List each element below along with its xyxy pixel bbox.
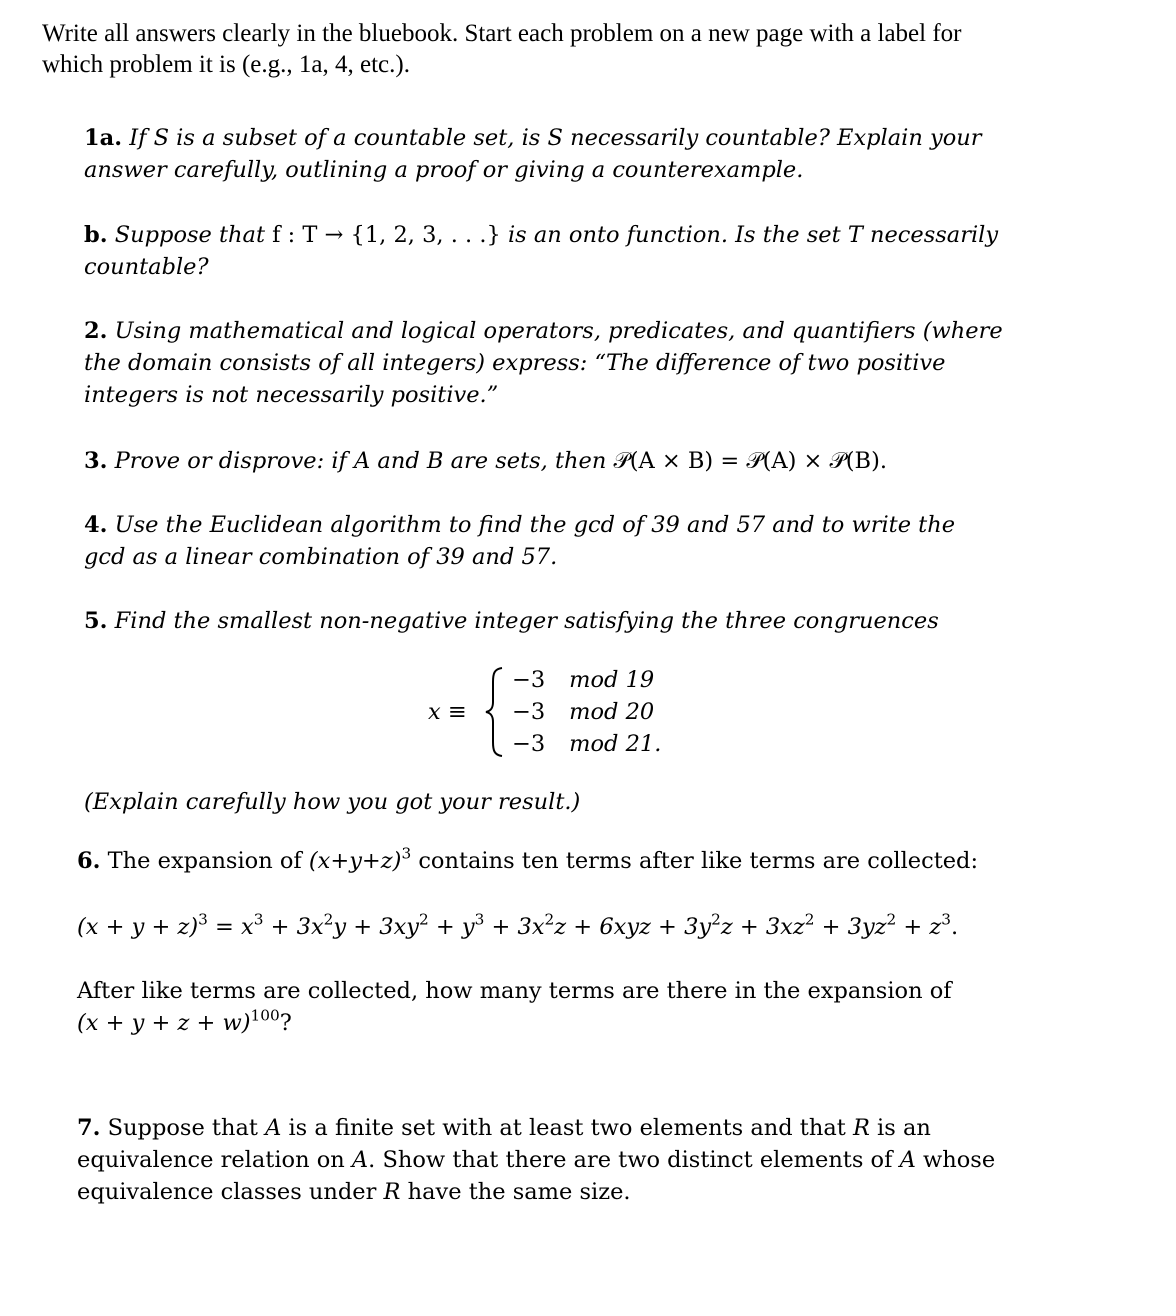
problem-6-question-line-1: After like terms are collected, how many terms are there in the expansion of bbox=[77, 978, 952, 1004]
congruence-row: −3 mod 19 bbox=[512, 667, 655, 693]
problem-7-line-3: equivalence classes under R have the same size. bbox=[77, 1179, 631, 1205]
congruence-lhs: x ≡ bbox=[428, 699, 467, 725]
problem-label: 1a. bbox=[84, 125, 123, 151]
problem-5: 5. Find the smallest non-negative integer satisfying the three congruences bbox=[84, 608, 939, 634]
problem-2-line-2: the domain consists of all integers) express: “The difference of two positive bbox=[84, 350, 946, 376]
problem-label: 2. bbox=[84, 318, 108, 344]
problem-label: 7. bbox=[77, 1115, 101, 1141]
congruence-row: −3 mod 21. bbox=[512, 731, 662, 757]
problem-3: 3. Prove or disprove: if A and B are sets, then 𝒫(A × B) = 𝒫(A) × 𝒫(B). bbox=[84, 448, 888, 474]
problem-1a-line-2: answer carefully, outlining a proof or giving a counterexample. bbox=[84, 157, 804, 183]
problem-1b-line-1: b. Suppose that f : T → {1, 2, 3, . . .} is an onto function. Is the set T necessarily bbox=[84, 222, 999, 248]
congruence-rows bbox=[512, 664, 661, 760]
congruence-row: −3 mod 20 bbox=[512, 699, 655, 725]
problem-6-line-1: 6. The expansion of $(x+y+z)^3$ contains ten terms after like terms are collected: bbox=[77, 844, 979, 874]
problem-label: 3. bbox=[84, 448, 108, 474]
problem-7-line-2: equivalence relation on A. Show that there are two distinct elements of A whose bbox=[77, 1147, 996, 1173]
problem-label: 4. bbox=[84, 512, 108, 538]
problem-2 bbox=[84, 315, 1020, 411]
problem-1a-line-1: 1a. If S is a subset of a countable set, is S necessarily countable? Explain your bbox=[84, 125, 982, 151]
instructions-line-1: Write all answers clearly in the bluebook. Start each problem on a new page with a label for bbox=[42, 20, 962, 47]
problem-2-line-3: integers is not necessarily positive.” bbox=[84, 382, 499, 408]
problem-5-note: (Explain carefully how you got your result.) bbox=[84, 789, 581, 815]
problem-4-line-1: 4. Use the Euclidean algorithm to find the gcd of 39 and 57 and to write the bbox=[84, 512, 956, 538]
problem-2-line-1: 2. Using mathematical and logical operators, predicates, and quantifiers (where bbox=[84, 318, 1003, 344]
problem-1b bbox=[84, 219, 998, 283]
left-brace-icon bbox=[484, 666, 506, 758]
problem-1b-line-2: countable? bbox=[84, 254, 209, 280]
instructions bbox=[42, 18, 962, 80]
instructions-line-2: which problem it is (e.g., 1a, 4, etc.). bbox=[42, 51, 410, 78]
problem-label: b. bbox=[84, 222, 108, 248]
function-expression: f : T → {1, 2, 3, . . .} bbox=[272, 222, 501, 248]
expansion-equation: $(x + y + z)^3 = x^3 + 3x^2y + 3xy^2 + y^3 + 3x^2z + 6xyz + 3y^2z + 3xz^2 + 3yz^2 + z^3$. bbox=[77, 910, 959, 940]
problem-6-question-line-2: $(x + y + z + w)^{100}$? bbox=[77, 1006, 292, 1036]
problem-4-line-2: gcd as a linear combination of 39 and 57. bbox=[84, 544, 558, 570]
problem-1a bbox=[84, 122, 982, 186]
problem-4 bbox=[84, 509, 1020, 573]
problem-6-question bbox=[77, 975, 1015, 1039]
problem-7 bbox=[77, 1112, 1015, 1208]
power-set-formula: 𝒫(A × B) = 𝒫(A) × 𝒫(B). bbox=[613, 448, 888, 474]
problem-label: 6. bbox=[77, 848, 101, 874]
problem-7-line-1: 7. Suppose that A is a finite set with at least two elements and that R is an bbox=[77, 1115, 931, 1141]
problem-label: 5. bbox=[84, 608, 108, 634]
